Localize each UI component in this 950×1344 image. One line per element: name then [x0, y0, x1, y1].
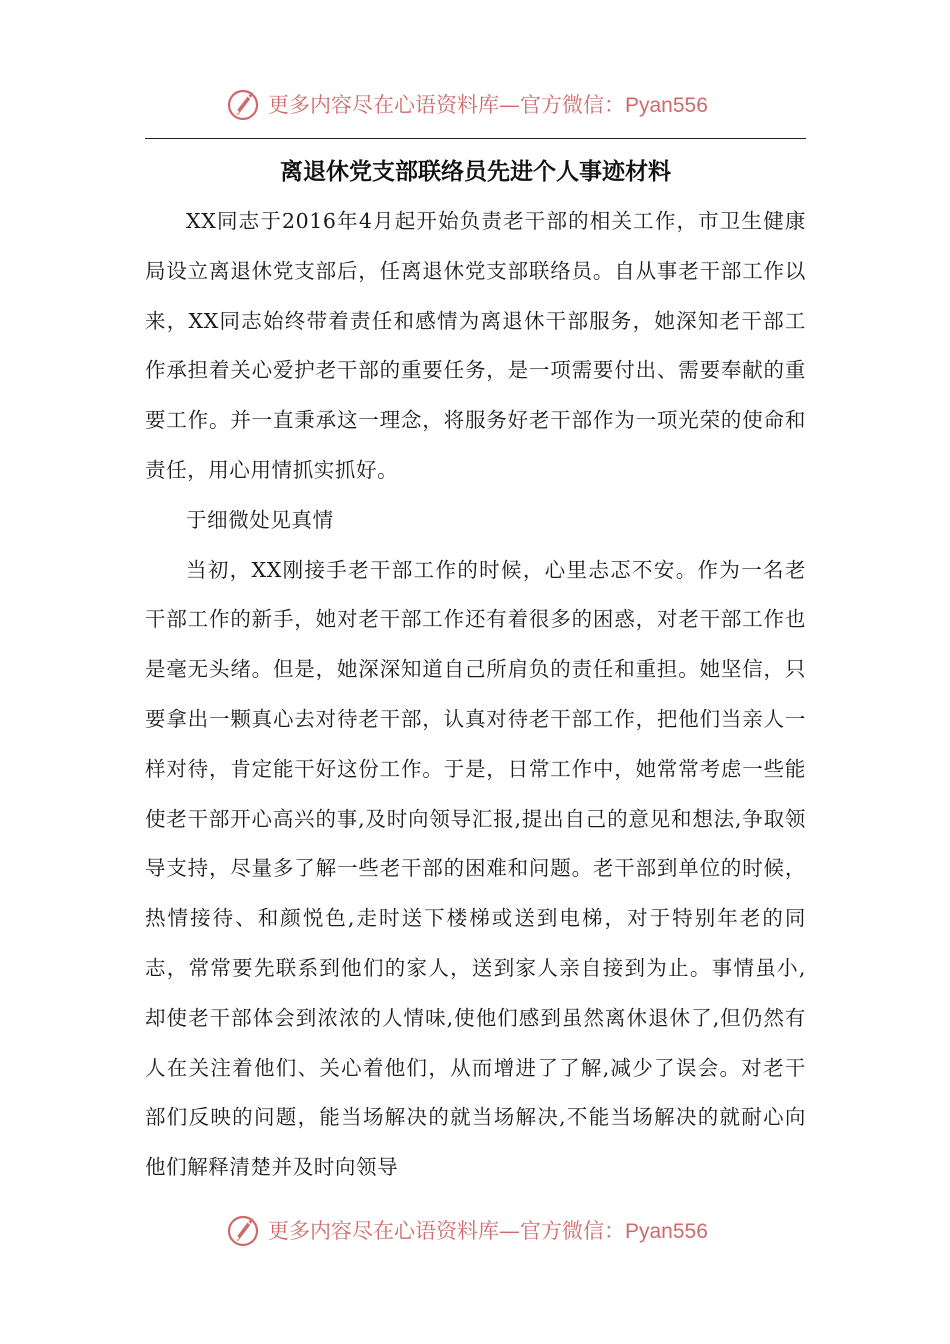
watermark-handle: Pyan556 [625, 94, 708, 117]
watermark-text [268, 1215, 708, 1245]
section-subheading: 于细微处见真情 [186, 507, 334, 532]
pen-nib-logo-icon [226, 86, 262, 122]
pen-nib-logo-icon [226, 1212, 262, 1248]
watermark-handle: Pyan556 [625, 1220, 708, 1243]
watermark-slogan: 更多内容尽在心语资料库—官方微信： [268, 93, 625, 117]
header-divider [145, 138, 806, 139]
body-paragraph-main: 当初，XX刚接手老干部工作的时候，心里忐忑不安。作为一名老干部工作的新手，她对老干部工作还有着很多的困惑，对老干部工作也是毫无头绪。但是，她深深知道自己所肩负的责任和重担。她坚信，只要拿出一颗真心去对待老干部，认真对待老干部工作，把他们当亲人一样对待，肯定能干好这份工作。于是，日常工作中，她常常考虑一些能使老干部开心高兴的事,及时向领导汇报,提出自己的意见和想法,争取领导支持，尽量多了解一些老干部的困难和问题。老干部到单位的时候，热情接待、和颜悦色,走时送下楼梯或送到电梯，对于特别年老的同志，常常要先联系到他们的家人，送到家人亲自接到为止。事情虽小,却使老干部体会到浓浓的人情味,使他们感到虽然离休退休了,但仍然有人在关注着他们、关心着他们，从而增进了了解,减少了误会。对老干部们反映的问题，能当场解决的就当场解决,不能当场解决的就耐心向他们解释清楚并及时向领导 [145, 557, 806, 1180]
watermark-text [268, 89, 708, 119]
body-paragraph-intro: XX同志于2016年4月起开始负责老干部的相关工作，市卫生健康局设立离退休党支部后，任离退休党支部联络员。自从事老干部工作以来，XX同志始终带着责任和感情为离退休干部服务，她深知老干部工作承担着关心爱护老干部的重要任务，是一项需要付出、需要奉献的重要工作。并一直秉承这一理念，将服务好老干部作为一项光荣的使命和责任，用心用情抓实抓好。 [145, 209, 806, 482]
watermark-slogan: 更多内容尽在心语资料库—官方微信： [268, 1219, 625, 1243]
document-body [145, 197, 806, 1193]
header-watermark [226, 84, 746, 124]
document-title: 离退休党支部联络员先进个人事迹材料 [280, 159, 671, 185]
footer-watermark [226, 1210, 746, 1250]
